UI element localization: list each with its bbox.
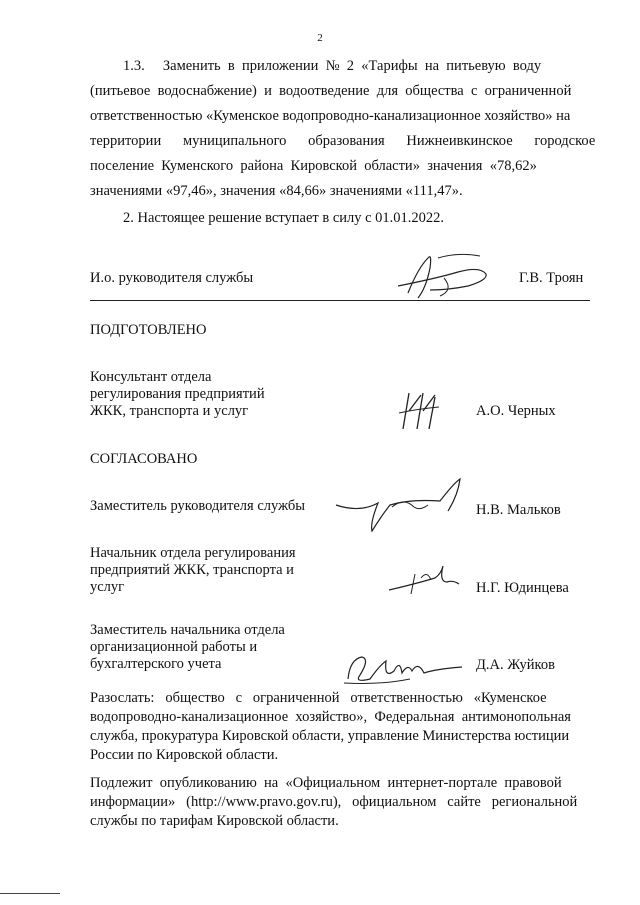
prepared-position	[90, 369, 265, 420]
publication-line: информации» (http://www.pravo.gov.ru), официальном сайте региональной	[90, 794, 578, 810]
agreed-heading: СОГЛАСОВАНО	[90, 451, 198, 467]
position-line: бухгалтерского учета	[90, 656, 222, 672]
prepared-name: А.О. Черных	[476, 403, 556, 419]
position-line: Заместитель руководителя службы	[90, 498, 306, 514]
position-line: услуг	[90, 579, 125, 595]
distribution-line: водопроводно-канализационное хозяйство», Федеральная антимонопольная	[90, 709, 571, 725]
position-line: организационной работы и	[90, 639, 258, 655]
signature-chernykh	[395, 385, 445, 435]
agreed-position-2	[90, 545, 296, 596]
signature-troyan	[388, 238, 508, 308]
paragraph-line: ответственностью «Куменское водопроводно-канализационное хозяйство» на	[90, 108, 571, 124]
page-number: 2	[317, 32, 323, 44]
signature-malkov	[330, 475, 470, 535]
paragraph-line: 1.3. Заменить в приложении № 2 «Тарифы на питьевую воду	[123, 58, 542, 74]
position-line: Начальник отдела регулирования	[90, 545, 296, 561]
head-title: И.о. руководителя службы	[90, 270, 254, 286]
agreed-position-1	[90, 498, 305, 515]
paragraph-line: поселение Куменского района Кировской области» значения «78,62»	[90, 158, 537, 174]
publication-line: Подлежит опубликованию на «Официальном интернет-портале правовой	[90, 775, 562, 791]
position-line: предприятий ЖКК, транспорта и	[90, 562, 294, 578]
paragraph-line: значениями «97,46», значения «84,66» значениями «111,47».	[90, 183, 463, 199]
publication-line: службы по тарифам Кировской области.	[90, 813, 339, 829]
signature-zhuikov	[340, 645, 470, 690]
paragraph-line: территории муниципального образования Нижнеивкинское городское	[90, 133, 596, 149]
distribution-line: Разослать: общество с ограниченной ответственностью «Куменское	[90, 690, 547, 706]
distribution-line: России по Кировской области.	[90, 747, 279, 763]
position-line: ЖКК, транспорта и услуг	[90, 403, 249, 419]
paragraph-2: 2. Настоящее решение вступает в силу с 01.01.2022.	[123, 210, 445, 226]
agreed-name-2: Н.Г. Юдинцева	[476, 580, 569, 596]
separator-line	[90, 300, 590, 301]
paragraph-line: (питьевое водоснабжение) и водоотведение для общества с ограниченной	[90, 83, 572, 99]
position-line: Заместитель начальника отдела	[90, 622, 285, 638]
prepared-heading: ПОДГОТОВЛЕНО	[90, 322, 207, 338]
agreed-name-3: Д.А. Жуйков	[476, 657, 555, 673]
agreed-name-1: Н.В. Мальков	[476, 502, 561, 518]
head-name: Г.В. Троян	[519, 270, 584, 286]
position-line: Консультант отдела	[90, 369, 212, 385]
footer-line	[0, 893, 60, 894]
position-line: регулирования предприятий	[90, 386, 265, 402]
signature-yudintseva	[385, 560, 465, 600]
agreed-position-3	[90, 622, 285, 673]
distribution-line: служба, прокуратура Кировской области, управление Министерства юстиции	[90, 728, 570, 744]
